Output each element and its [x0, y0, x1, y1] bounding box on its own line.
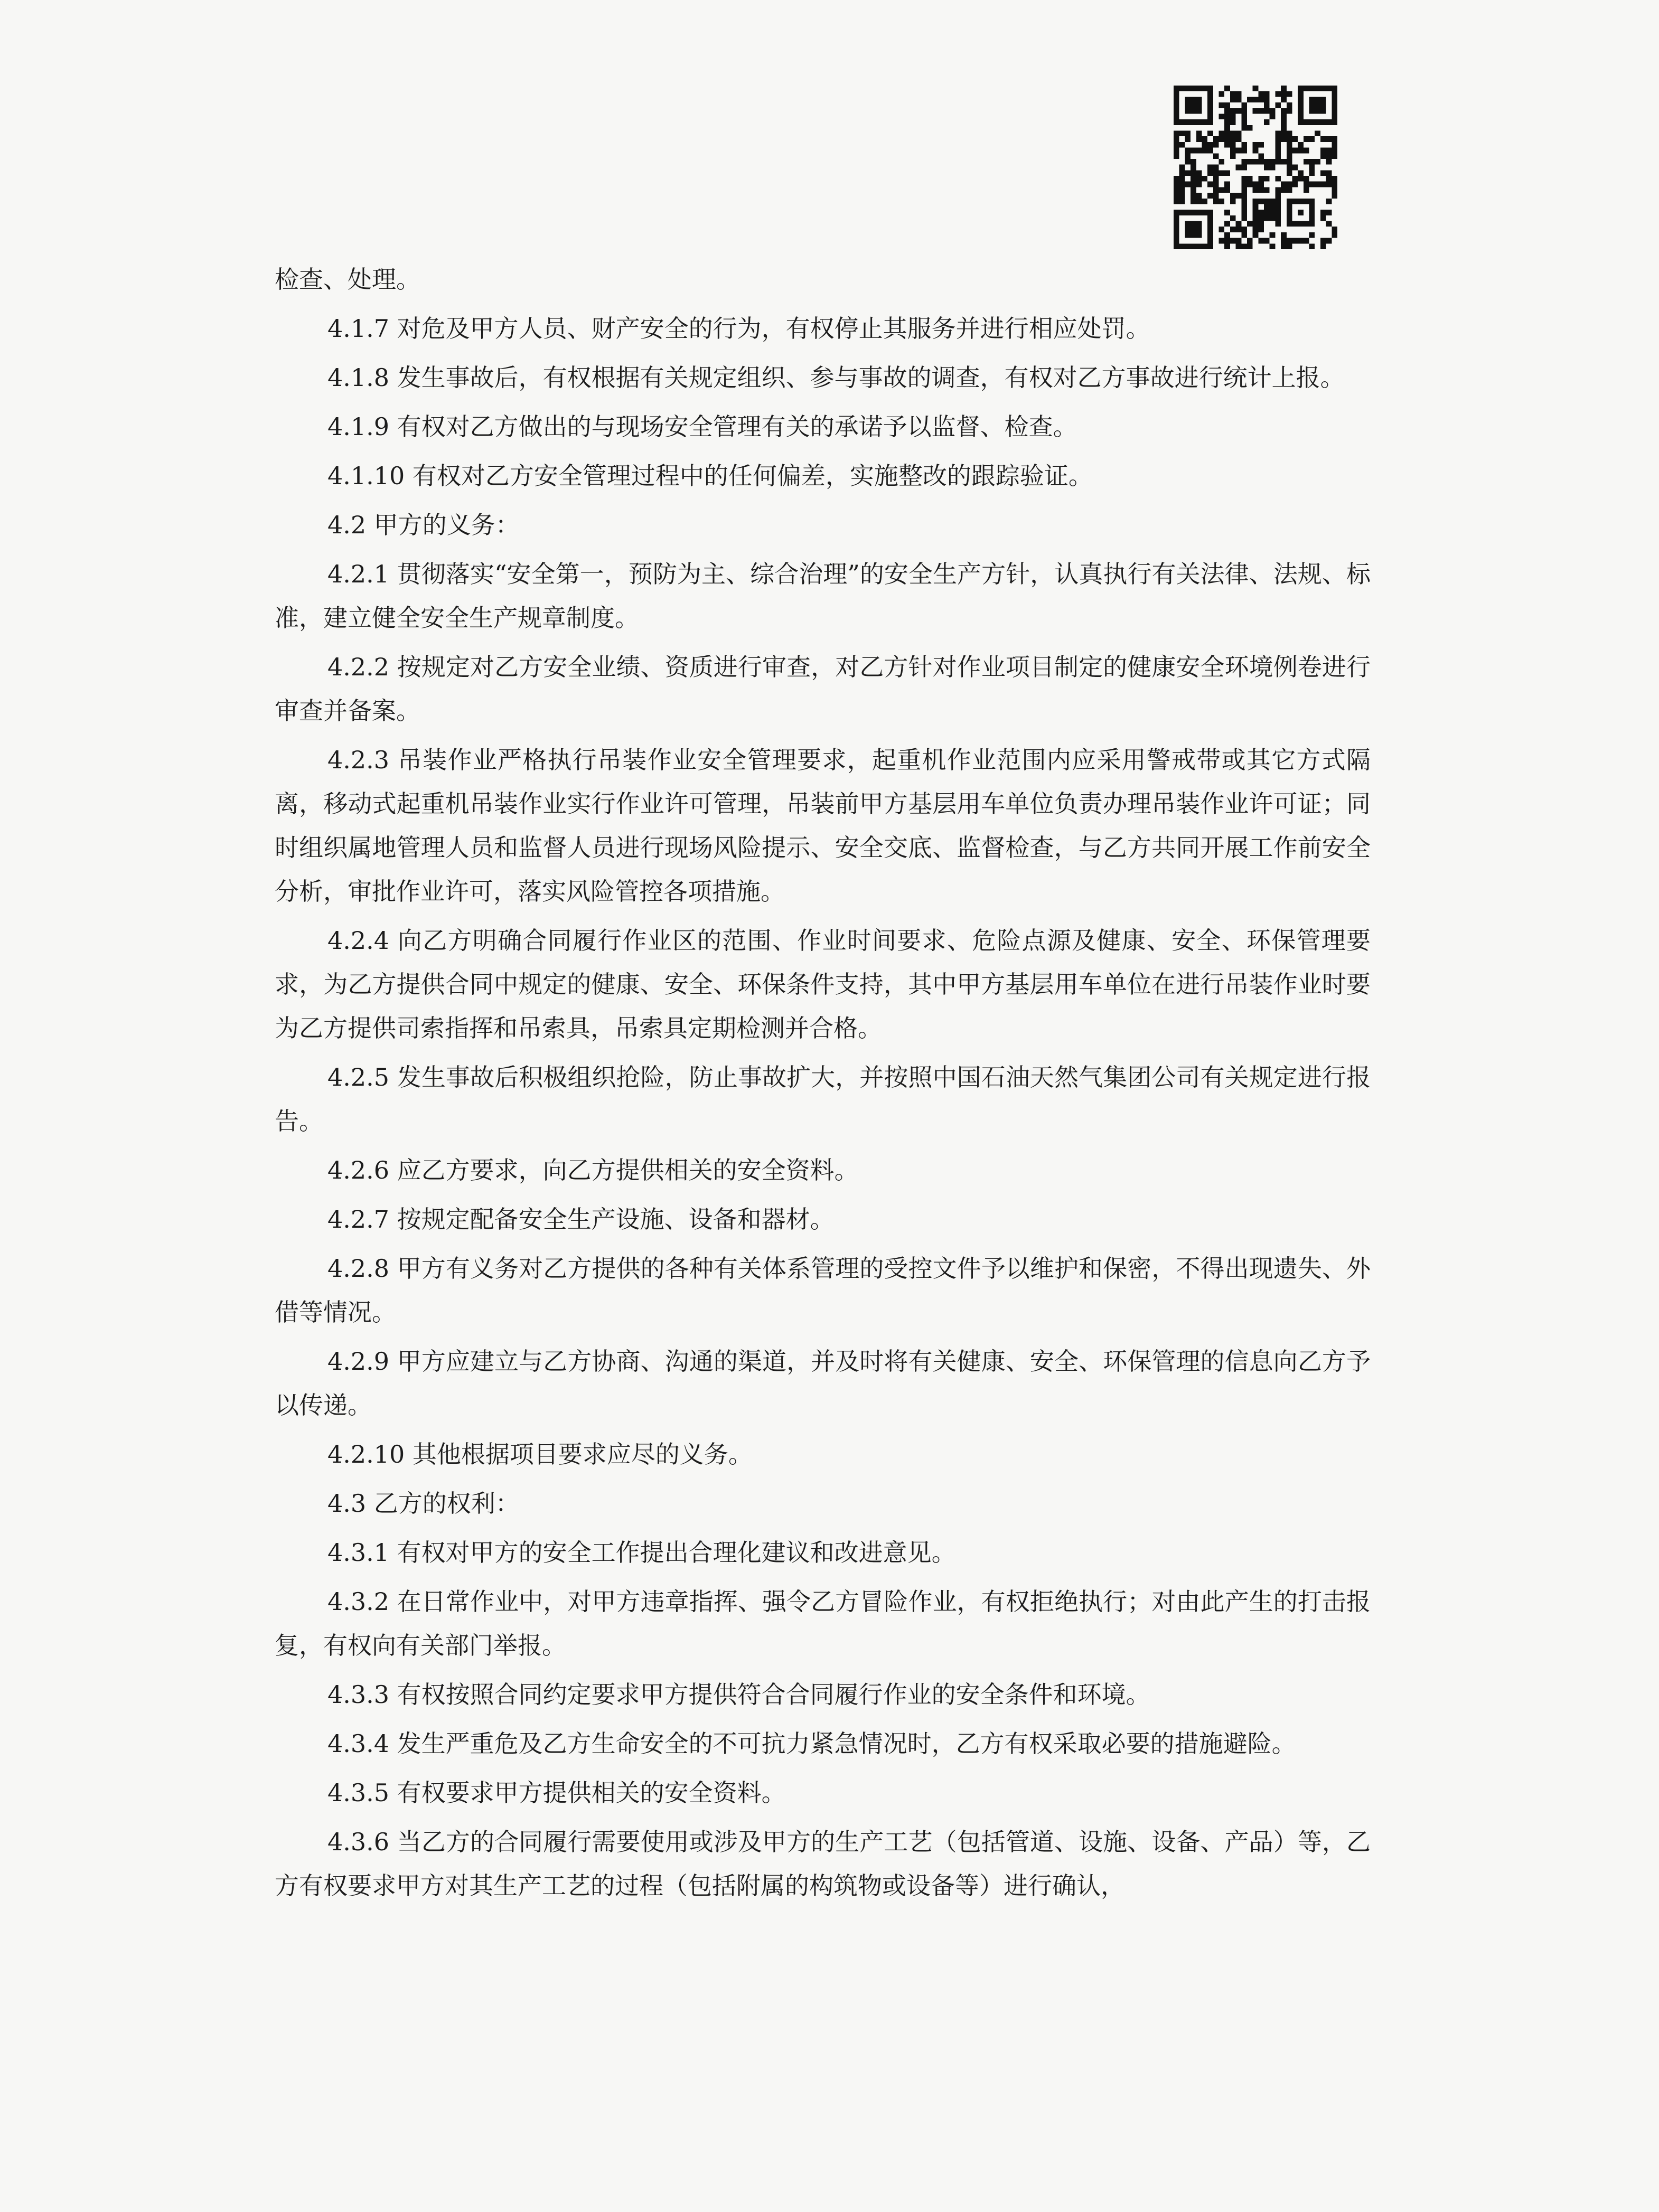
document-body — [275, 258, 1371, 1913]
clause-paragraph: 4.3.4 发生严重危及乙方生命安全的不可抗力紧急情况时，乙方有权采取必要的措施避险。 — [327, 1729, 1296, 1758]
clause-paragraph: 检查、处理。 — [275, 265, 420, 294]
clause-paragraph: 4.3.5 有权要求甲方提供相关的安全资料。 — [327, 1778, 786, 1807]
clause-paragraph: 4.2.4 向乙方明确合同履行作业区的范围、作业时间要求、危险点源及健康、安全、环保管理要求，为乙方提供合同中规定的健康、安全、环保条件支持，其中甲方基层用车单位在进行吊装作业时要为乙方提供司索指挥和吊索具，吊索具定期检测并合格。 — [275, 926, 1371, 1042]
clause-paragraph: 4.2.6 应乙方要求，向乙方提供相关的安全资料。 — [327, 1156, 859, 1184]
clause-paragraph: 4.2.9 甲方应建立与乙方协商、沟通的渠道，并及时将有关健康、安全、环保管理的信息向乙方予以传递。 — [275, 1347, 1371, 1419]
clause-paragraph: 4.1.10 有权对乙方安全管理过程中的任何偏差，实施整改的跟踪验证。 — [327, 462, 1093, 490]
clause-paragraph: 4.3 乙方的权利： — [327, 1489, 520, 1518]
qr-code-graphic — [1174, 80, 1337, 255]
clause-paragraph: 4.1.8 发生事故后，有权根据有关规定组织、参与事故的调查，有权对乙方事故进行统计上报。 — [327, 363, 1345, 392]
clause-paragraph: 4.2.3 吊装作业严格执行吊装作业安全管理要求，起重机作业范围内应采用警戒带或其它方式隔离，移动式起重机吊装作业实行作业许可管理，吊装前甲方基层用车单位负责办理吊装作业许可证；同时组织属地管理人员和监督人员进行现场风险提示、安全交底、监督检查，与乙方共同开展工作前安全分析，审批作业许可，落实风险管控各项措施。 — [275, 746, 1371, 906]
clause-paragraph: 4.2.7 按规定配备安全生产设施、设备和器材。 — [327, 1205, 835, 1234]
clause-paragraph: 4.2.2 按规定对乙方安全业绩、资质进行审查，对乙方针对作业项目制定的健康安全环境例卷进行审查并备案。 — [275, 653, 1371, 725]
clause-paragraph: 4.2.10 其他根据项目要求应尽的义务。 — [327, 1440, 753, 1469]
clause-paragraph: 4.1.9 有权对乙方做出的与现场安全管理有关的承诺予以监督、检查。 — [327, 412, 1077, 441]
clause-paragraph: 4.2 甲方的义务： — [327, 511, 520, 539]
qr-code-icon — [1174, 80, 1337, 255]
clause-paragraph: 4.3.3 有权按照合同约定要求甲方提供符合合同履行作业的安全条件和环境。 — [327, 1680, 1150, 1709]
clause-paragraph: 4.2.5 发生事故后积极组织抢险，防止事故扩大，并按照中国石油天然气集团公司有关规定进行报告。 — [275, 1063, 1371, 1135]
clause-paragraph: 4.3.6 当乙方的合同履行需要使用或涉及甲方的生产工艺（包括管道、设施、设备、产品）等，乙方有权要求甲方对其生产工艺的过程（包括附属的构筑物或设备等）进行确认， — [275, 1828, 1371, 1900]
clause-paragraph: 4.3.1 有权对甲方的安全工作提出合理化建议和改进意见。 — [327, 1538, 956, 1567]
clause-paragraph: 4.1.7 对危及甲方人员、财产安全的行为，有权停止其服务并进行相应处罚。 — [327, 314, 1150, 343]
clause-paragraph: 4.3.2 在日常作业中，对甲方违章指挥、强令乙方冒险作业，有权拒绝执行；对由此产生的打击报复，有权向有关部门举报。 — [275, 1587, 1371, 1660]
clause-paragraph: 4.2.8 甲方有义务对乙方提供的各种有关体系管理的受控文件予以维护和保密，不得出现遗失、外借等情况。 — [275, 1254, 1371, 1326]
clause-paragraph: 4.2.1 贯彻落实“安全第一，预防为主、综合治理”的安全生产方针，认真执行有关法律、法规、标准，建立健全安全生产规章制度。 — [275, 560, 1371, 632]
